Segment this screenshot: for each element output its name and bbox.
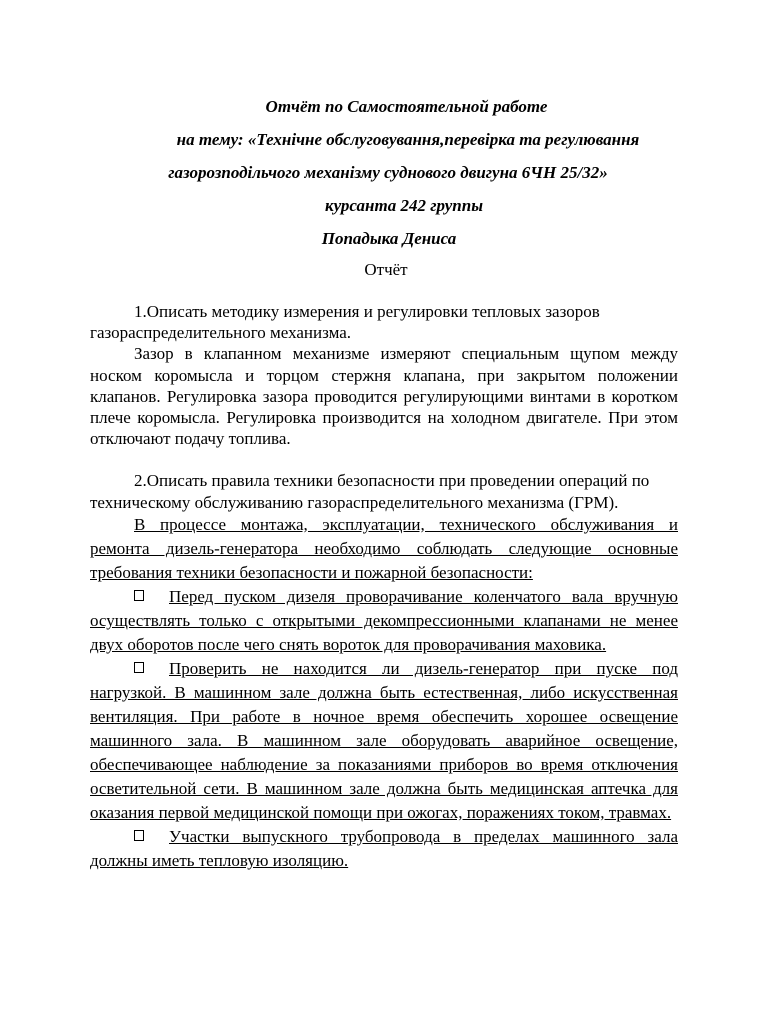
section1-question: 1.Описать методику измерения и регулировки тепловых зазоров газораспределительного механизма. bbox=[90, 302, 600, 343]
section1-answer: Зазор в клапанном механизме измеряют специальным щупом между носком коромысла и торцом стержня клапана, при закрытом положении клапанов. Регулировка зазора проводится регулирующими винтами в коротком плече коромысла. Регулировка производится на холодном двигателе. При этом отключают подачу топлива. bbox=[90, 344, 678, 449]
document-subtitle: Отчёт bbox=[364, 260, 408, 279]
header-topic-continued: газорозподільчого механізму суднового двигуна 6ЧН 25/32» bbox=[168, 163, 608, 182]
checkbox-glyph-icon bbox=[134, 590, 144, 601]
header-title: Отчёт по Самостоятельной работе bbox=[265, 97, 548, 116]
checkbox-glyph-icon bbox=[134, 662, 144, 673]
bullet-item-text: Участки выпускного трубопровода в пределах машинного зала должны иметь тепловую изоляцию. bbox=[90, 826, 678, 870]
document-body bbox=[90, 301, 678, 873]
section-spacer bbox=[90, 449, 678, 470]
section2-question: 2.Описать правила техники безопасности при проведении операций по техническому обслуживанию газораспределительного механизма (ГРМ). bbox=[90, 471, 650, 512]
header-group: курсанта 242 группы bbox=[324, 196, 483, 215]
bullet-item-text: Проверить не находится ли дизель-генератор при пуске под нагрузкой. В машинном зале должна быть естественная, либо искусственная вентиляция. При работе в ночное время обеспечить хорошее освещение машинного зала. В машинном зале оборудовать аварийное освещение, обеспечивающее наблюдение за показаниями приборов во время отключения осветительной сети. В машинном зале должна быть медицинская аптечка для оказания первой медицинской помощи при ожогах, поражениях током, травмах. bbox=[90, 658, 678, 822]
section2-intro: В процессе монтажа, эксплуатации, технического обслуживания и ремонта дизель-генератора необходимо соблюдать следующие основные требования техники безопасности и пожарной безопасности: bbox=[90, 514, 678, 582]
bullet-item-text: Перед пуском дизеля проворачивание коленчатого вала вручную осуществлять только с открытыми декомпрессионными клапанами не менее двух оборотов после чего снять вороток для проворачивания маховика. bbox=[90, 586, 678, 654]
header-topic: на тему: «Технічне обслуговування,перевірка та регулювання bbox=[176, 130, 640, 149]
bullet-item-3 bbox=[90, 825, 678, 873]
report-header bbox=[0, 90, 768, 255]
bullet-item-2 bbox=[90, 657, 678, 825]
bullet-item-1 bbox=[90, 585, 678, 657]
header-author: Попадыка Дениса bbox=[321, 229, 457, 248]
checkbox-glyph-icon bbox=[134, 830, 144, 841]
